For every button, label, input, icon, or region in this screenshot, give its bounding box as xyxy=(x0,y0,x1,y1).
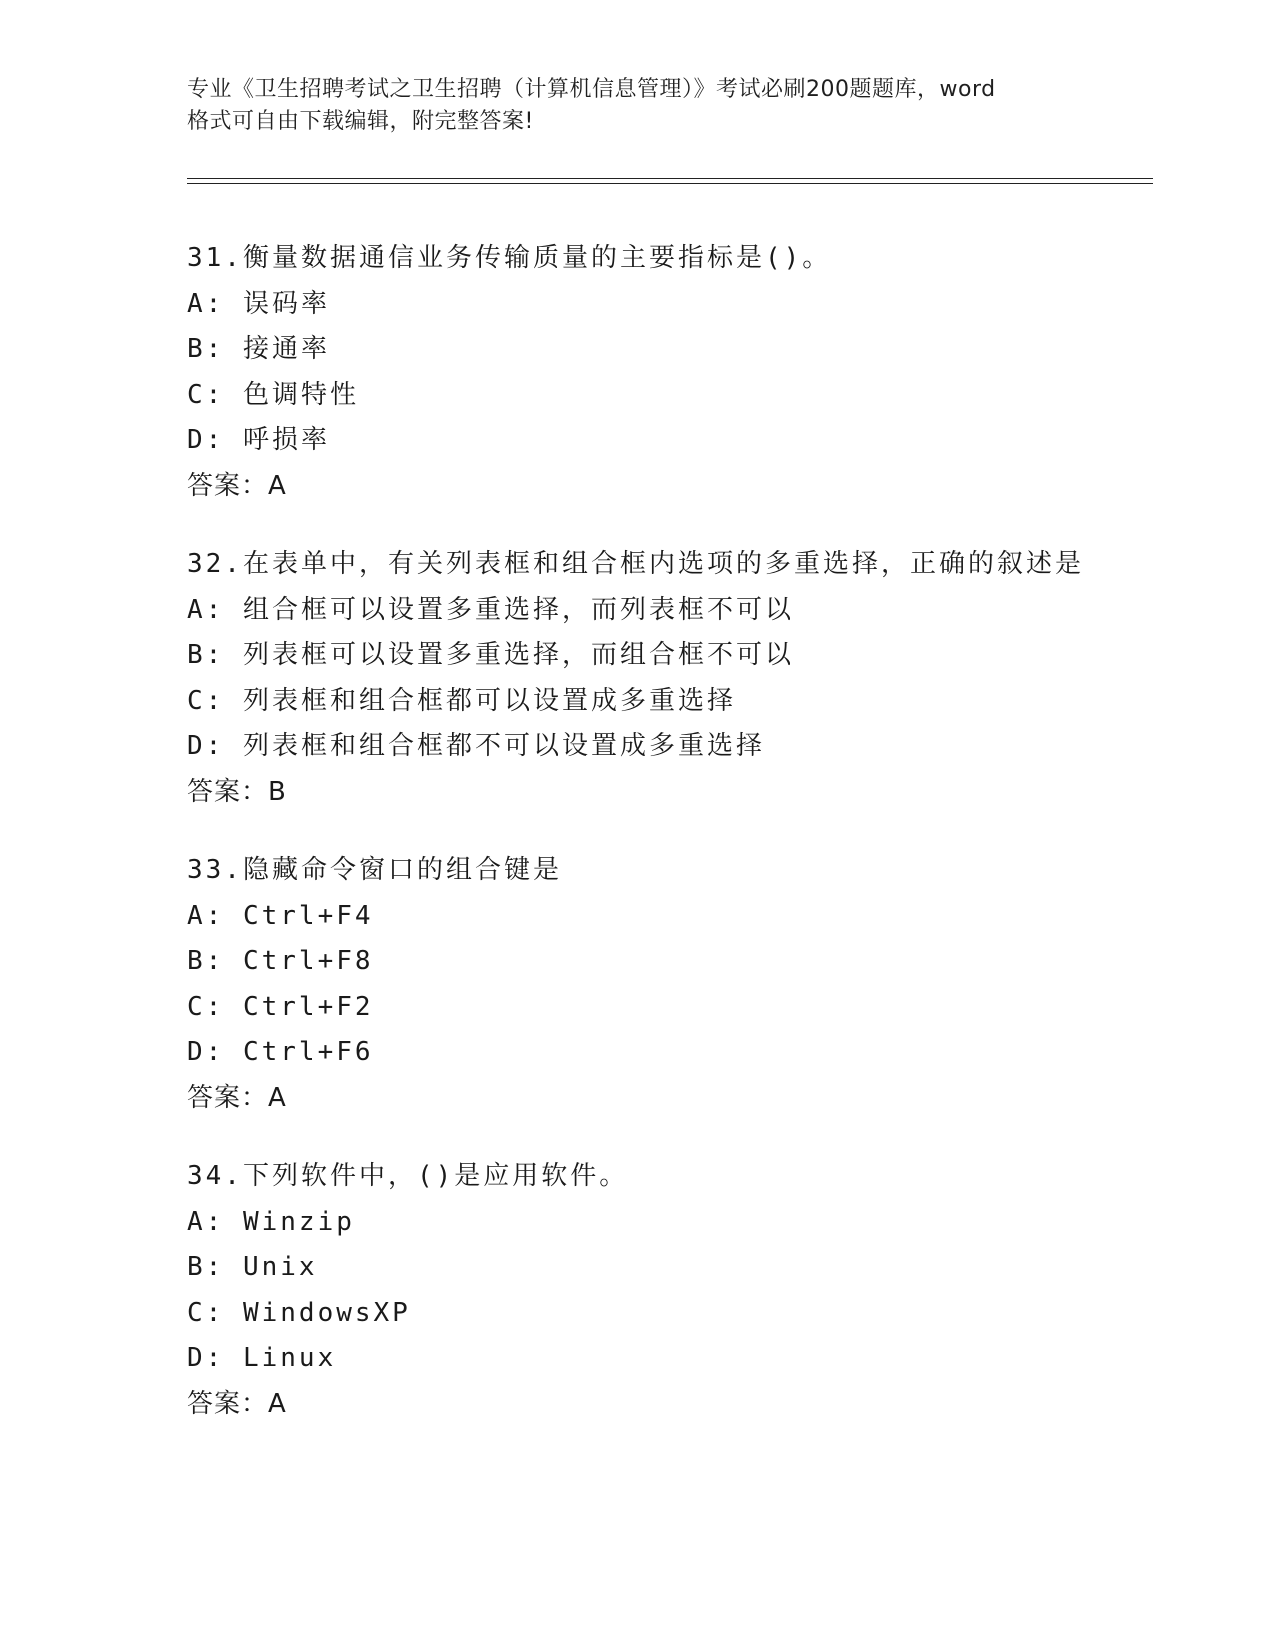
question-33 xyxy=(187,848,1147,1121)
option-b: B: Unix xyxy=(187,1252,318,1282)
option-c: C: WindowsXP xyxy=(187,1297,411,1328)
document-header xyxy=(187,74,1087,138)
option-a: A: Winzip xyxy=(187,1206,355,1237)
option-b: B: 列表框可以设置多重选择，而组合框不可以 xyxy=(187,640,794,670)
option-c: C: 色调特性 xyxy=(187,379,359,410)
question-stem: 33.隐藏命令窗口的组合键是 xyxy=(187,855,562,885)
option-a: A: Ctrl+F4 xyxy=(187,900,374,931)
answer-label: 答案：B xyxy=(187,776,287,807)
option-a: A: 误码率 xyxy=(187,288,330,319)
answer-label: 答案：A xyxy=(187,470,287,501)
header-line-1: 专业《卫生招聘考试之卫生招聘（计算机信息管理）》考试必刷200题题库，word xyxy=(187,77,996,102)
option-d: D: 列表框和组合框都不可以设置成多重选择 xyxy=(187,731,765,761)
answer-label: 答案：A xyxy=(187,1388,287,1419)
question-stem: 34.下列软件中，()是应用软件。 xyxy=(187,1161,629,1191)
option-d: D: Ctrl+F6 xyxy=(187,1037,374,1067)
question-34 xyxy=(187,1154,1147,1427)
option-b: B: Ctrl+F8 xyxy=(187,946,374,976)
option-d: D: 呼损率 xyxy=(187,425,330,455)
header-line-2: 格式可自由下载编辑，附完整答案! xyxy=(187,109,534,134)
option-b: B: 接通率 xyxy=(187,334,330,364)
question-31 xyxy=(187,236,1147,509)
answer-label: 答案：A xyxy=(187,1082,287,1113)
option-c: C: 列表框和组合框都可以设置成多重选择 xyxy=(187,685,736,716)
option-c: C: Ctrl+F2 xyxy=(187,991,374,1022)
option-a: A: 组合框可以设置多重选择，而列表框不可以 xyxy=(187,594,794,625)
option-d: D: Linux xyxy=(187,1343,337,1373)
header-divider-top xyxy=(187,178,1153,179)
question-list xyxy=(187,236,1147,1460)
question-stem: 31.衡量数据通信业务传输质量的主要指标是()。 xyxy=(187,243,832,273)
header-divider-bottom xyxy=(187,183,1153,184)
question-32 xyxy=(187,542,1147,815)
question-stem: 32.在表单中，有关列表框和组合框内选项的多重选择，正确的叙述是 xyxy=(187,549,1084,579)
